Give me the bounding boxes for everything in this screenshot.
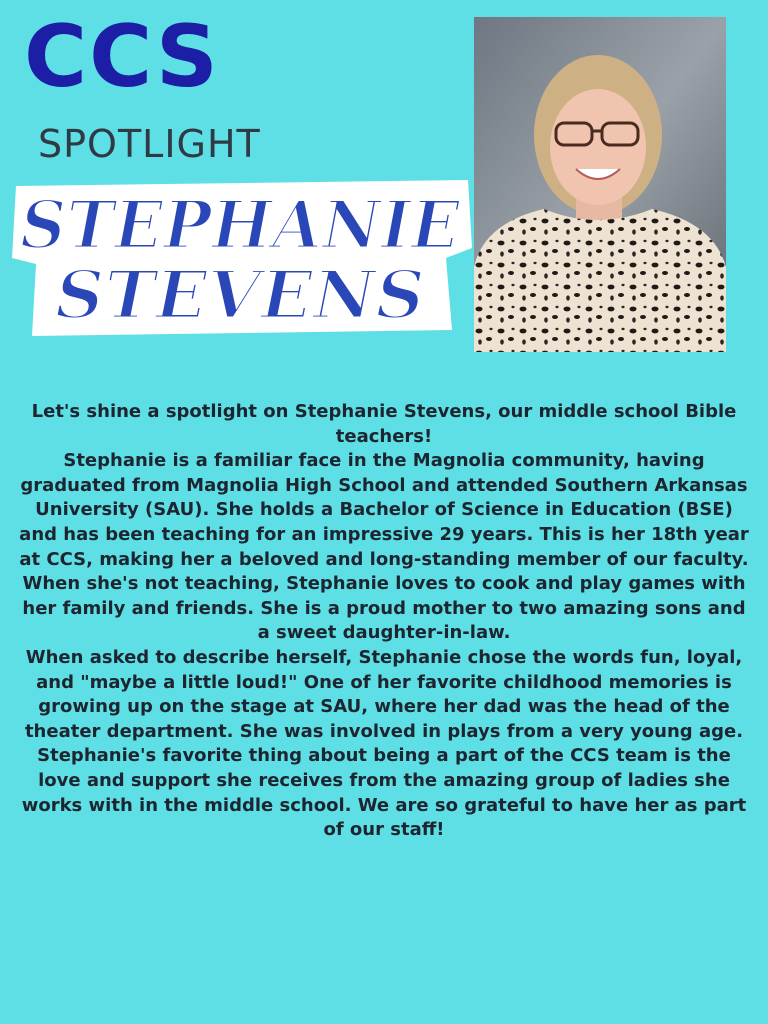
name-line-1: STEPHANIE [20,186,462,264]
paragraph-favorite: Stephanie's favorite thing about being a part of the CCS team is the love and support she receives from the amazing group of ladies she works with in the middle school. We are so grateful to have her as part of our staff! [21,745,747,841]
paragraph-intro: Let's shine a spotlight on Stephanie Stevens, our middle school Bible teachers! [31,401,737,447]
name-line-2: STEVENS [55,256,425,334]
spotlight-subtitle: SPOTLIGHT [38,122,261,166]
ccs-logo-text: CCS [24,7,220,107]
teacher-name-banner [6,178,474,340]
paragraph-background: Stephanie is a familiar face in the Magnolia community, having graduated from Magnolia High School and attended Southern Arkansas University (SAU). She holds a Bachelor of Science in Education (BSE) and has been teaching for an impressive 29 years. This is her 18th year at CCS, making her a beloved and long-standing member of our faculty. [19,450,749,570]
paragraph-hobbies: When she's not teaching, Stephanie loves to cook and play games with her family and friends. She is a proud mother to two amazing sons and a sweet daughter-in-law. [22,573,746,644]
spotlight-article [18,400,750,843]
teacher-portrait-photo [474,17,726,352]
paragraph-description: When asked to describe herself, Stephanie chose the words fun, loyal, and "maybe a little loud!" One of her favorite childhood memories is growing up on the stage at SAU, where her dad was the head of the theater department. She was involved in plays from a very young age. [24,646,744,742]
